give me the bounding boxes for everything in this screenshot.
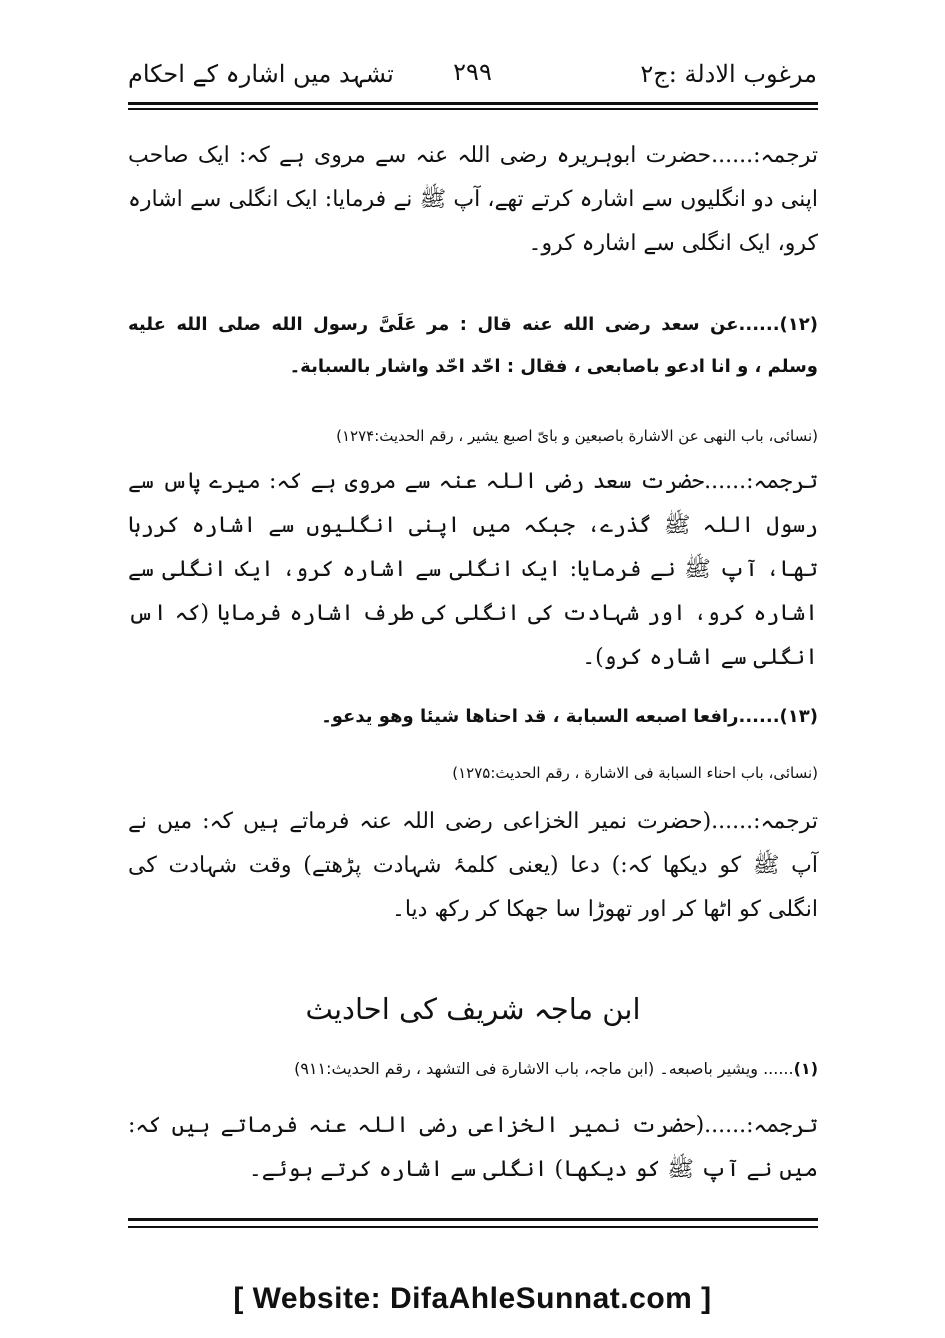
hadith-12-text: ......عن سعد رضی الله عنه قال : مر عَلَیَّ رسول الله صلی الله علیه وسلم ، و انا ادعو باصابعی ، فقال : احّد احّد واشار بالسبابة۔ [128, 314, 818, 377]
ibn-majah-1-text: ...... ویشیر باصبعه۔ [659, 1059, 794, 1078]
chapter-title: تشہد میں اشارہ کے احکام [128, 60, 394, 88]
hadith-11-translation: ترجمہ:......حضرت ابوہریرہ رضی اللہ عنہ سے مروی ہے کہ: ایک صاحب اپنی دو انگلیوں سے اشارہ کرتے تھے، آپ ﷺ نے فرمایا: ایک انگلی سے اشارہ کرو، ایک انگلی سے اشارہ کرو۔ [128, 143, 818, 256]
hadith-13-number: (۱۳) [779, 706, 818, 727]
hadith-13-text: ......رافعا اصبعه السبابة ، قد احناها شیئا وهو یدعو۔ [321, 706, 780, 727]
hadith-12-translation: ترجمہ:......حضرت سعد رضی اللہ عنہ سے مروی ہے کہ: میرے پاس سے رسول اللہ ﷺ گذرے، جبکہ میں اپنی انگلیوں سے اشارہ کررہا تھا، آپ ﷺ نے فرمایا: ایک انگلی سے اشارہ کرو، ایک انگلی سے اشارہ کرو، اور شہادت کی انگلی کی طرف اشارہ فرمایا (کہ اس انگلی سے اشارہ کرو)۔ [128, 469, 818, 670]
section-heading: ابن ماجہ شریف کی احادیث [305, 992, 641, 1026]
hadith-12-number: (۱۲) [779, 314, 818, 335]
footer-rule-bottom [128, 1226, 818, 1228]
hadith-13-translation: ترجمہ:......(حضرت نمیر الخزاعی رضی اللہ عنہ فرماتے ہیں کہ: میں نے آپ ﷺ کو دیکھا کہ:) دعا (یعنی کلمۂ شہادت پڑھتے) وقت شہادت کی انگلی کو اٹھا کر اور تھوڑا سا جھکا کر رکھ دیا۔ [128, 809, 818, 922]
header-rule-bottom [128, 108, 818, 110]
ibn-majah-1-arabic [128, 1056, 818, 1082]
footer-rule-top [128, 1218, 818, 1221]
ibn-majah-1-translation: ترجمہ:......(حضرت نمیر الخزاعی رضی اللہ عنہ فرماتے ہیں کہ: میں نے آپ ﷺ کو دیکھا) انگلی سے اشارہ کرتے ہوئے۔ [128, 1113, 818, 1182]
hadith-12-reference: (نسائی، باب النهی عن الاشارة باصبعین و بایّ اصبع یشیر ، رقم الحدیث:۱۲۷۴) [336, 427, 818, 445]
book-title: مرغوب الادلة :ج۲ [640, 60, 817, 88]
ibn-majah-1-reference: (ابن ماجہ، باب الاشارة فی التشهد ، رقم الحدیث:۹۱۱) [294, 1059, 655, 1078]
hadith-13-reference: (نسائی، باب احناء السبابة فی الاشارة ، رقم الحدیث:۱۲۷۵) [452, 764, 818, 782]
page-header [128, 52, 817, 98]
header-rule-top [128, 102, 818, 105]
hadith-12-arabic [128, 304, 818, 388]
page-number: ۲۹۹ [453, 58, 492, 86]
hadith-13-arabic [128, 696, 818, 738]
ibn-majah-1-number: (۱) [793, 1059, 818, 1078]
website-footer: [ Website: DifaAhleSunnat.com ] [233, 1282, 712, 1315]
